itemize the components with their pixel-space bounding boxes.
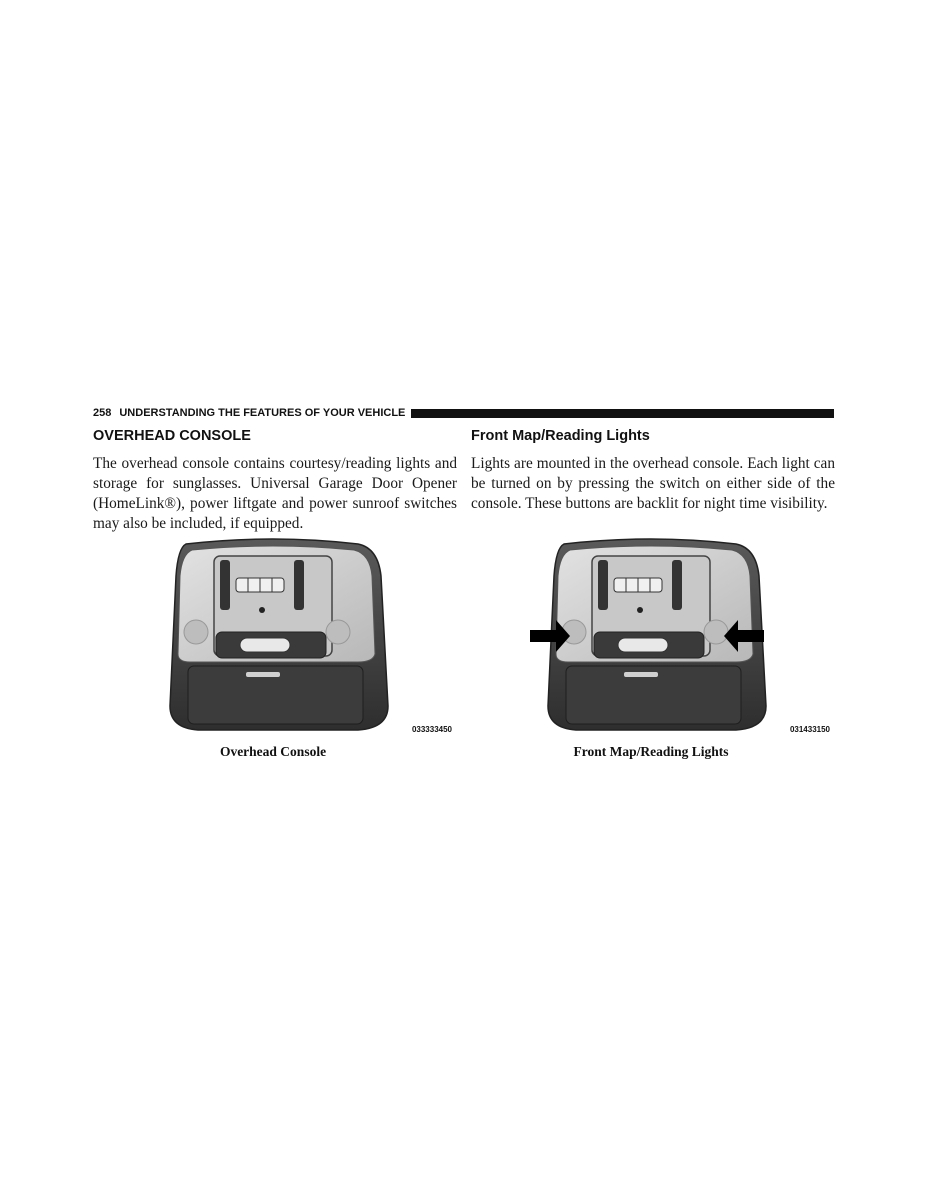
- paragraph-reading-lights: Lights are mounted in the overhead console. Each light can be turned on by pressing the switch on either side of the console. These buttons are backlit for night time visibility.: [471, 455, 835, 512]
- paragraph-overhead-console: The overhead console contains courtesy/reading lights and storage for sunglasses. Universal Garage Door Opener (HomeLink®), power liftgate and power sunroof switches may also be included, if equipped.: [93, 455, 457, 532]
- header-rule: [411, 409, 834, 418]
- section-heading-overhead-console: OVERHEAD CONSOLE: [93, 428, 251, 444]
- right-column: [471, 427, 835, 514]
- page-number: 258: [93, 407, 112, 419]
- figure-reading-lights: [466, 536, 836, 736]
- figure-overhead-console: [88, 536, 458, 736]
- figure-code: 033333450: [411, 725, 452, 734]
- figure-caption: Front Map/Reading Lights: [573, 744, 729, 759]
- running-header: [93, 406, 834, 420]
- section-title: UNDERSTANDING THE FEATURES OF YOUR VEHICLE: [119, 407, 406, 419]
- reading-lights-illustration: [466, 536, 836, 736]
- figure-code: 031433150: [789, 725, 830, 734]
- overhead-console-illustration: [88, 536, 458, 736]
- figure-caption: Overhead Console: [219, 744, 327, 759]
- section-heading-reading-lights: Front Map/Reading Lights: [471, 428, 650, 444]
- left-column: [93, 427, 457, 534]
